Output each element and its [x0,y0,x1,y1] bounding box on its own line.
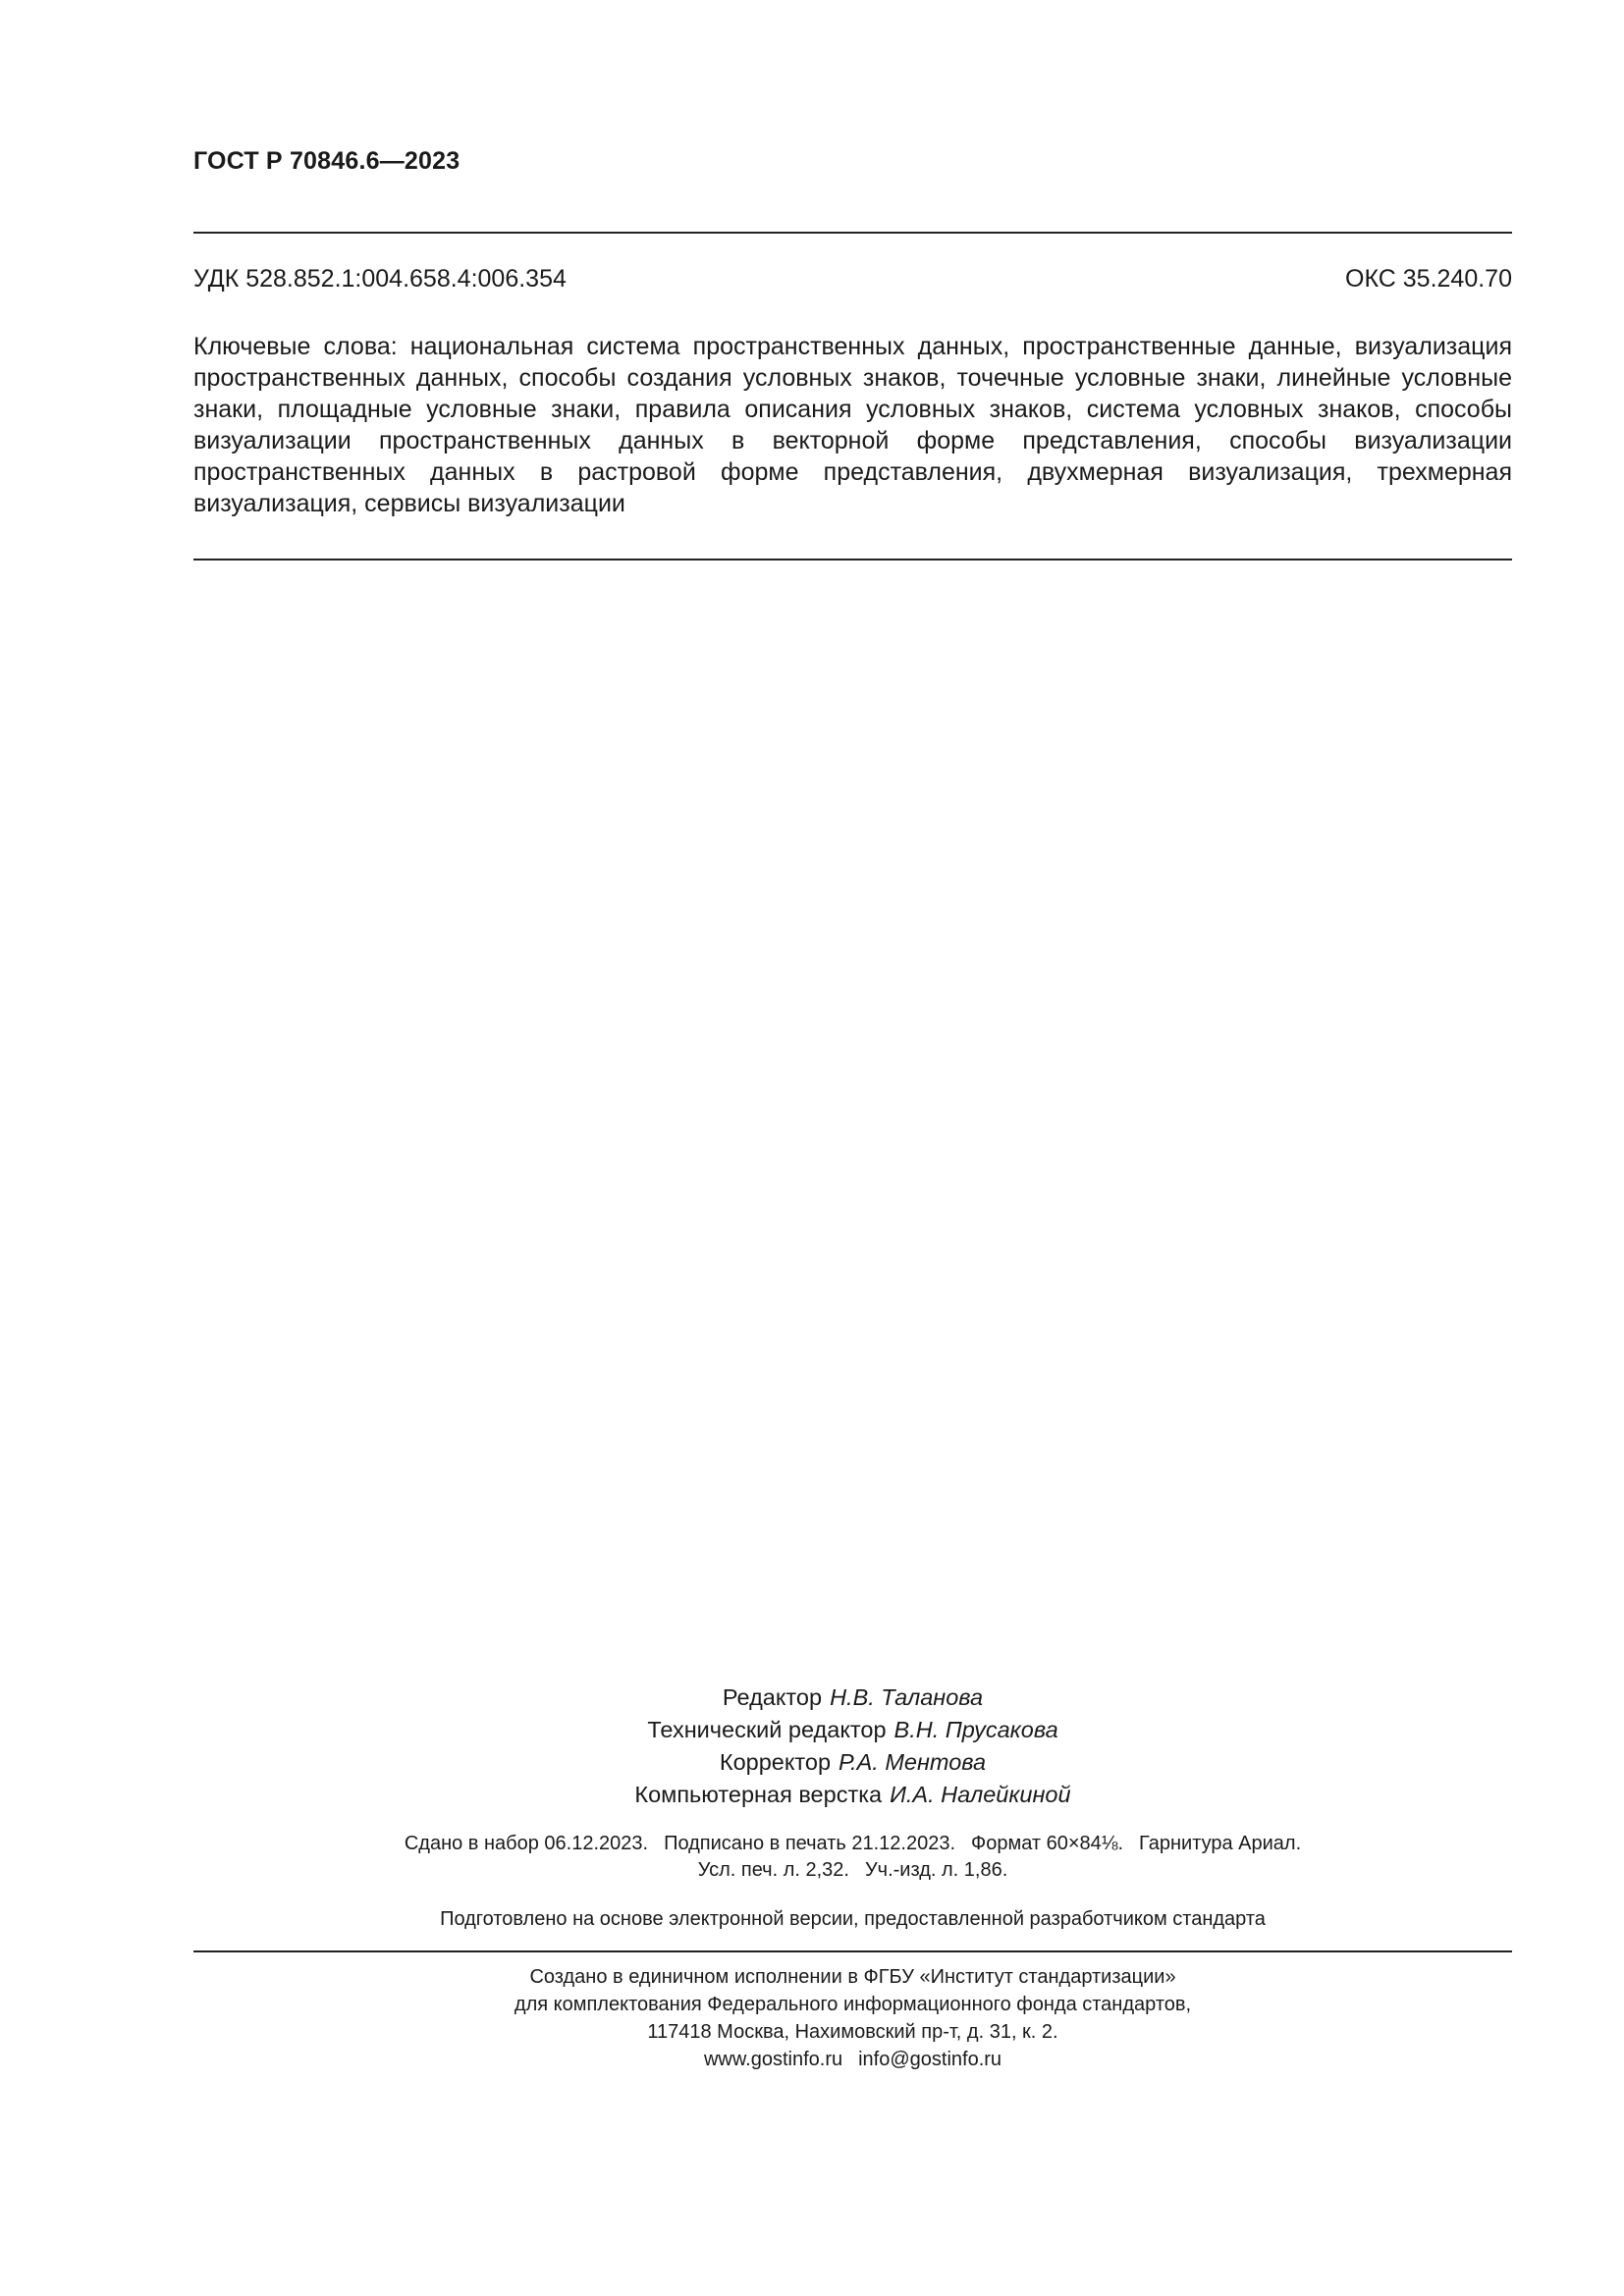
credit-editor [193,1682,1512,1714]
credit-person: В.Н. Прусакова [893,1717,1058,1742]
credit-person: Р.А. Ментова [839,1749,987,1775]
credit-role: Технический редактор [647,1717,887,1742]
credit-role: Редактор [722,1684,823,1710]
edition-sheets: Уч.-изд. л. 1,86. [864,1859,1008,1881]
publisher-contacts [193,2046,1512,2073]
classification-row [193,265,1512,294]
publisher-block [193,1963,1512,2073]
oks-code: ОКС 35.240.70 [1345,265,1512,293]
bottom-divider [193,1950,1512,1952]
credit-person: Н.В. Таланова [830,1684,984,1710]
print-info-block [193,1831,1512,1884]
credit-role: Корректор [719,1749,832,1775]
typeface: Гарнитура Ариал. [1139,1833,1302,1854]
keywords-divider [193,559,1512,561]
signed-date: Подписано в печать 21.12.2023. [664,1833,956,1854]
credit-person: И.А. Налейкиной [890,1782,1071,1807]
print-info-line-1 [193,1831,1512,1857]
document-code: ГОСТ Р 70846.6—2023 [193,147,460,175]
paper-format: Формат 60×84⅛. [971,1833,1124,1854]
publisher-line-1: Создано в единичном исполнении в ФГБУ «Институт стандартизации» [529,1966,1176,1988]
email-link[interactable]: info@gostinfo.ru [858,2049,1002,2070]
prepared-note: Подготовлено на основе электронной версии, предоставленной разработчиком стандарта [440,1908,1266,1930]
credits-block [193,1682,1512,1811]
website-link[interactable]: www.gostinfo.ru [703,2049,843,2070]
udk-code: УДК 528.852.1:004.658.4:006.354 [193,265,567,293]
top-divider [193,232,1512,234]
keywords-paragraph: Ключевые слова: национальная система пространственных данных, пространственные данные, визуализация пространственных данных, способы создания условных знаков, точечные условные знаки, линейные условные знаки, площадные условные знаки, правила описания условных знаков, система условных знаков, способы визуализации пространственных данных в векторной форме представления, способы визуализации пространственных данных в растровой форме представления, двухмерная визуализация, трехмерная визуализация, сервисы визуализации [193,333,1512,517]
credit-layout [193,1779,1512,1811]
credit-proofreader [193,1746,1512,1779]
publisher-line-2: для комплектования Федерального информационного фонда стандартов, [514,1994,1192,2015]
print-sheets: Усл. печ. л. 2,32. [697,1859,849,1881]
credit-technical-editor [193,1714,1512,1746]
publisher-address: 117418 Москва, Нахимовский пр-т, д. 31, к. 2. [647,2021,1058,2043]
credit-role: Компьютерная верстка [634,1782,883,1807]
typeset-date: Сдано в набор 06.12.2023. [404,1833,649,1854]
print-info-line-2 [193,1857,1512,1884]
